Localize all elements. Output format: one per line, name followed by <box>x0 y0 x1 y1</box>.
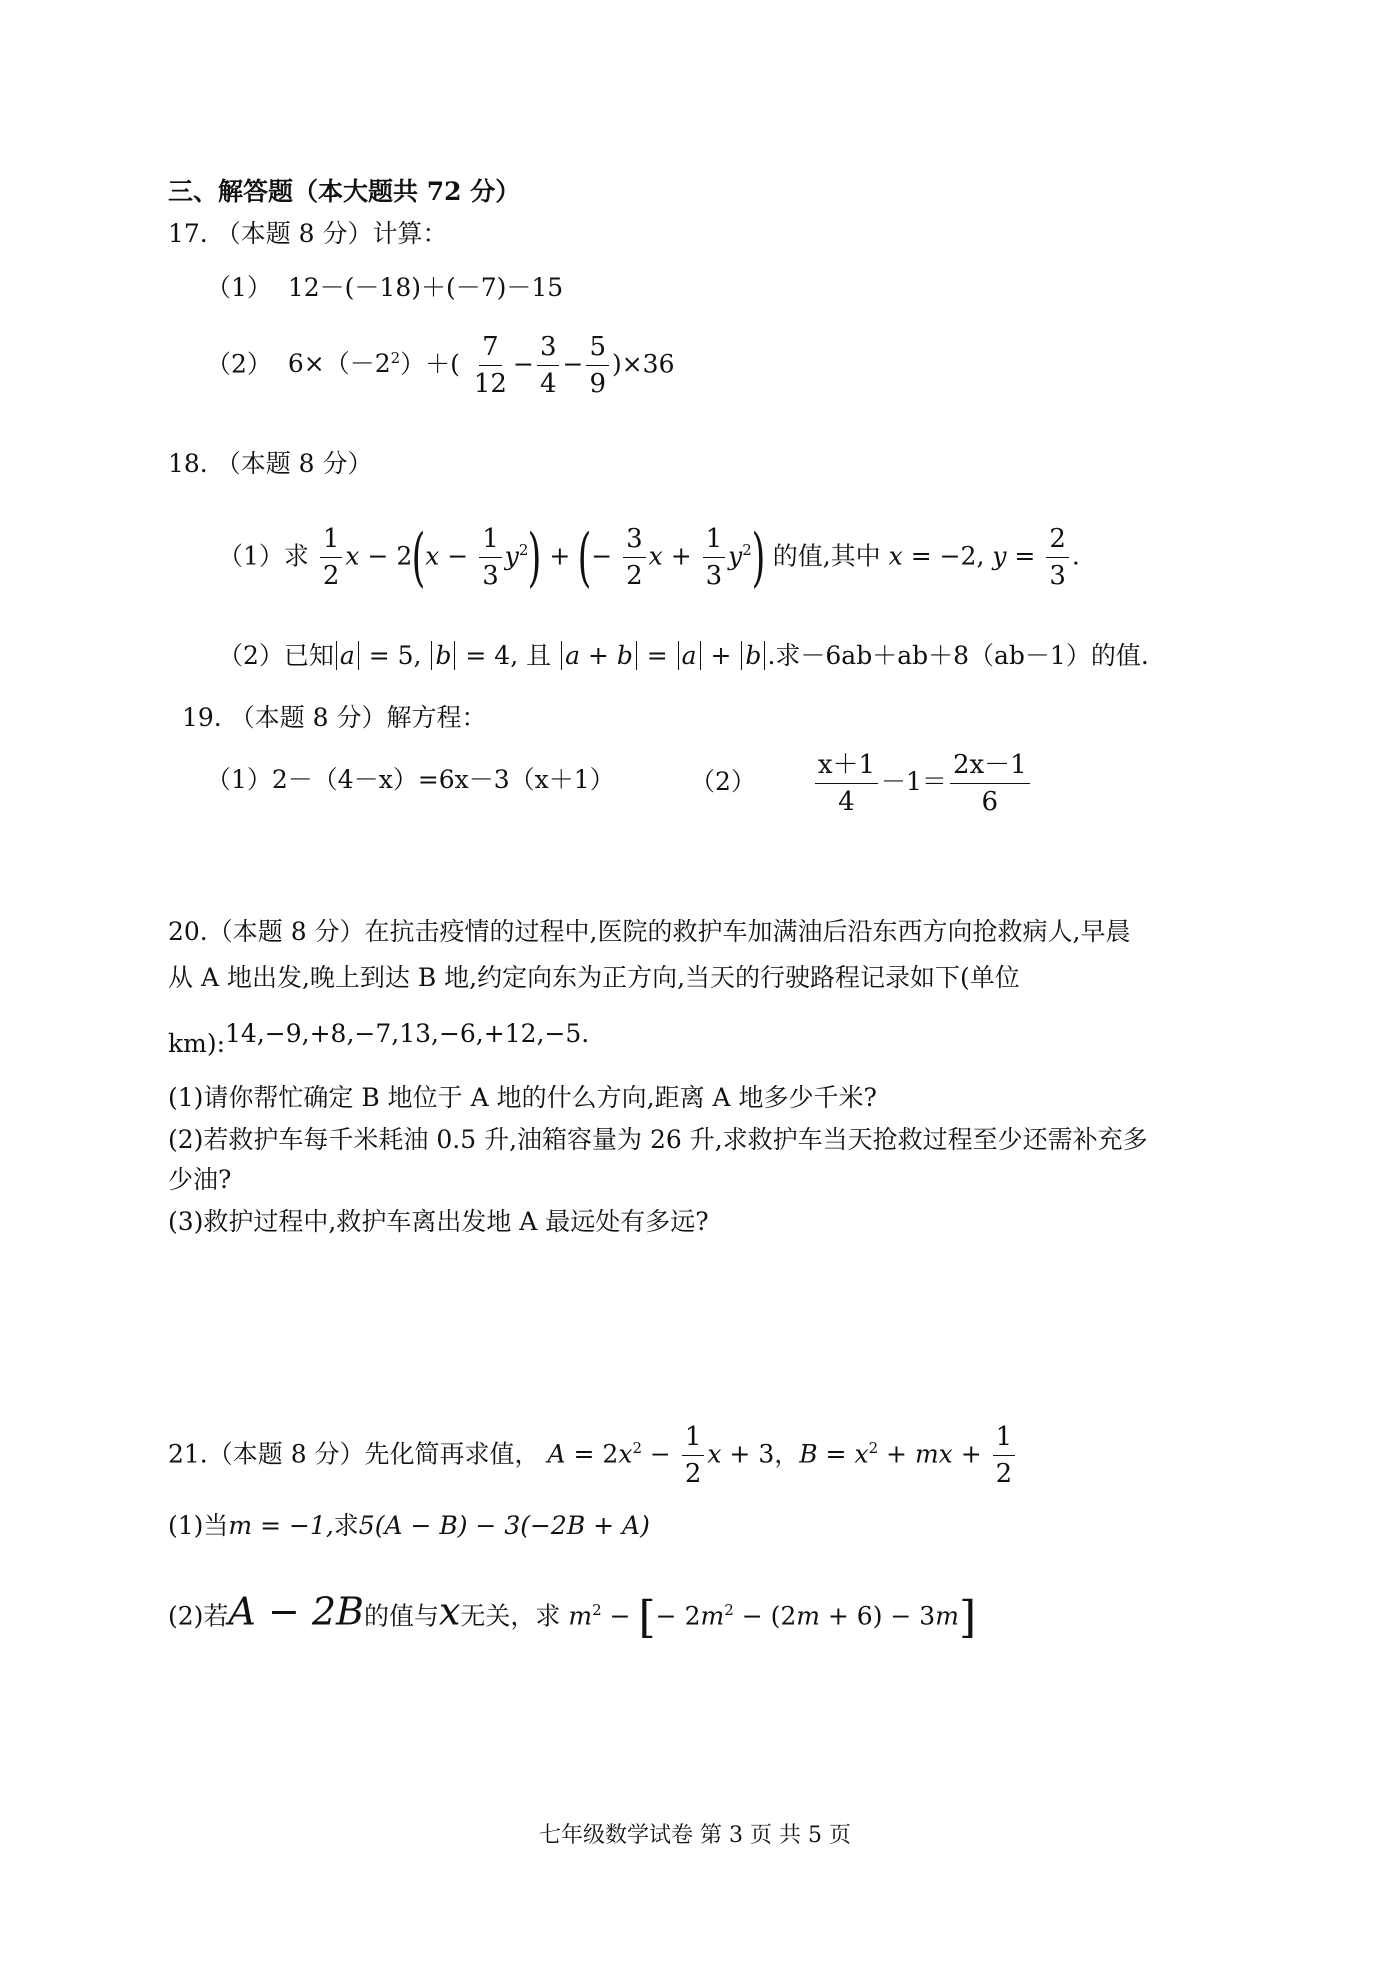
q18-part2: （2）已知 a = 5, b = 4, 且 a + b = a + b .求－6ab＋ab＋8（ab－1）的值. <box>218 641 1149 670</box>
q18-part1-tail: 的值,其中 <box>772 541 881 571</box>
q18-frac-2-3: $\frac{2}{3}$ <box>1046 524 1069 591</box>
q21-part1-ask: 求 <box>333 1511 359 1540</box>
q18-heading: 18. （本题 8 分） <box>168 449 373 478</box>
section-title: 三、解答题（本大题共 72 分） <box>168 177 521 206</box>
q20-unit: km): <box>168 1029 226 1058</box>
q19-part1: （1）2－（4－x）=6x－3（x＋1） <box>206 765 615 794</box>
q17-part1-expr: 12－(－18)＋(－7)－15 <box>287 273 564 302</box>
q19-frac-right: $\frac{2x-1}{6}$ <box>950 750 1030 817</box>
q19-heading: 19. （本题 8 分）解方程： <box>182 703 487 732</box>
q17-part2-exponent: 2 <box>390 349 401 367</box>
left-paren: ( <box>411 520 426 595</box>
q18-frac-1-3: $\frac{1}{3}$ <box>479 524 502 591</box>
q20-sub3: (3)救护过程中,救护车离出发地 A 最远处有多远? <box>168 1207 709 1236</box>
q17-part1 <box>206 272 563 304</box>
q18-frac-1-3b: $\frac{1}{3}$ <box>703 524 726 591</box>
q20-sub2a: (2)若救护车每千米耗油 0.5 升,油箱容量为 26 升,求救护车当天抢救过程至少还需补充多 <box>168 1125 1148 1154</box>
q21-part1-lead: (1)当 <box>168 1511 229 1540</box>
q19-mid: －1＝ <box>881 767 947 796</box>
q21-frac-1-2b: $\frac{1}{2}$ <box>993 1422 1016 1489</box>
q21-frac-1-2: $\frac{1}{2}$ <box>682 1422 705 1489</box>
q20-line2: 从 A 地出发,晚上到达 B 地,约定向东为正方向,当天的行驶路程记录如下(单位 <box>168 963 1020 992</box>
q17-part2-mid: ）＋( <box>400 349 460 379</box>
q21-part2-rest: 无关，求 <box>460 1601 561 1631</box>
q20-sub1: (1)请你帮忙确定 B 地位于 A 地的什么方向,距离 A 地多少千米? <box>168 1083 877 1112</box>
q17-frac-7-12: $\frac{7}{12}$ <box>473 332 507 400</box>
q18-part2-tail: .求－6ab＋ab＋8（ab－1）的值. <box>767 641 1149 670</box>
q17-heading: 17. （本题 8 分）计算： <box>168 219 448 248</box>
q21-part1-cond: m = −1, <box>228 1511 334 1540</box>
q17-part2-label: （2） <box>206 349 272 379</box>
q17-frac-5-9: $\frac{5}{9}$ <box>586 332 609 399</box>
q21-part2-mid: 的值与 <box>363 1601 439 1631</box>
q21-part2-lead: (2)若 <box>168 1601 229 1631</box>
q18-part1-label: （1）求 <box>218 541 309 571</box>
q18-part2-lead: （2）已知 <box>218 641 334 670</box>
q21-part1-expr: 5(A − B) − 3(−2B + A) <box>358 1511 650 1540</box>
page-footer: 七年级数学试卷 第 3 页 共 5 页 <box>539 1823 851 1848</box>
right-paren: ) <box>528 520 542 595</box>
q17-part2: （2） $6\times(-2^2)+$( $\frac{7}{12}$ − $\frac{3}{4}$ − $\frac{5}{9}$ )×36 <box>206 332 675 400</box>
left-paren: ( <box>577 520 592 595</box>
q17-part2-tail: )×36 <box>611 349 675 379</box>
right-paren: ) <box>751 520 766 595</box>
q21-part2: (2)若A − 2B的值与x无关，求 $m^2$ − [− $2m^2 - (2m + 6) - 3m$] <box>168 1589 977 1643</box>
q21-heading-text: 21.（本题 8 分）先化简再求值， <box>168 1439 540 1469</box>
q19-frac-left: $\frac{x+1}{4}$ <box>815 750 878 817</box>
q21-part1 <box>168 1510 650 1542</box>
q19-part2-label: （2） <box>690 767 756 796</box>
q21-part2-var: x <box>438 1589 461 1634</box>
q20-record: 14,−9,+8,−7,13,−6,+12,−5. <box>225 1019 590 1048</box>
q19-part2 <box>690 742 1033 822</box>
q21-part2-expr: A − 2B <box>228 1589 364 1634</box>
q18-part1: （1）求 $\frac{1}{2}$ x − 2(x − $\frac{1}{3}$ $y^2$) + (− $\frac{3}{2}$ x + $\frac{1}{3}$ $y^2$) 的值,其中 x = −2, y = $\frac{2}{3}$ . <box>218 520 1080 595</box>
q17-part2-lead: 6×（－2 <box>287 349 391 379</box>
q18-frac-1-2: $\frac{1}{2}$ <box>320 524 343 591</box>
q20-record-line <box>168 1018 590 1058</box>
q20-line1: 20.（本题 8 分）在抗击疫情的过程中,医院的救护车加满油后沿东西方向抢救病人,早晨 <box>168 917 1131 946</box>
q17-part1-label: （1） <box>206 273 272 302</box>
q20-sub2b: 少油? <box>168 1165 232 1194</box>
q18-frac-3-2: $\frac{3}{2}$ <box>623 524 646 591</box>
q17-frac-3-4: $\frac{3}{4}$ <box>537 332 560 399</box>
q21-heading: 21.（本题 8 分）先化简再求值， $A = 2x^2$ − $\frac{1}{2}$ x + 3，$B = x^2$ + mx + $\frac{1}{2}$ <box>168 1408 1018 1494</box>
